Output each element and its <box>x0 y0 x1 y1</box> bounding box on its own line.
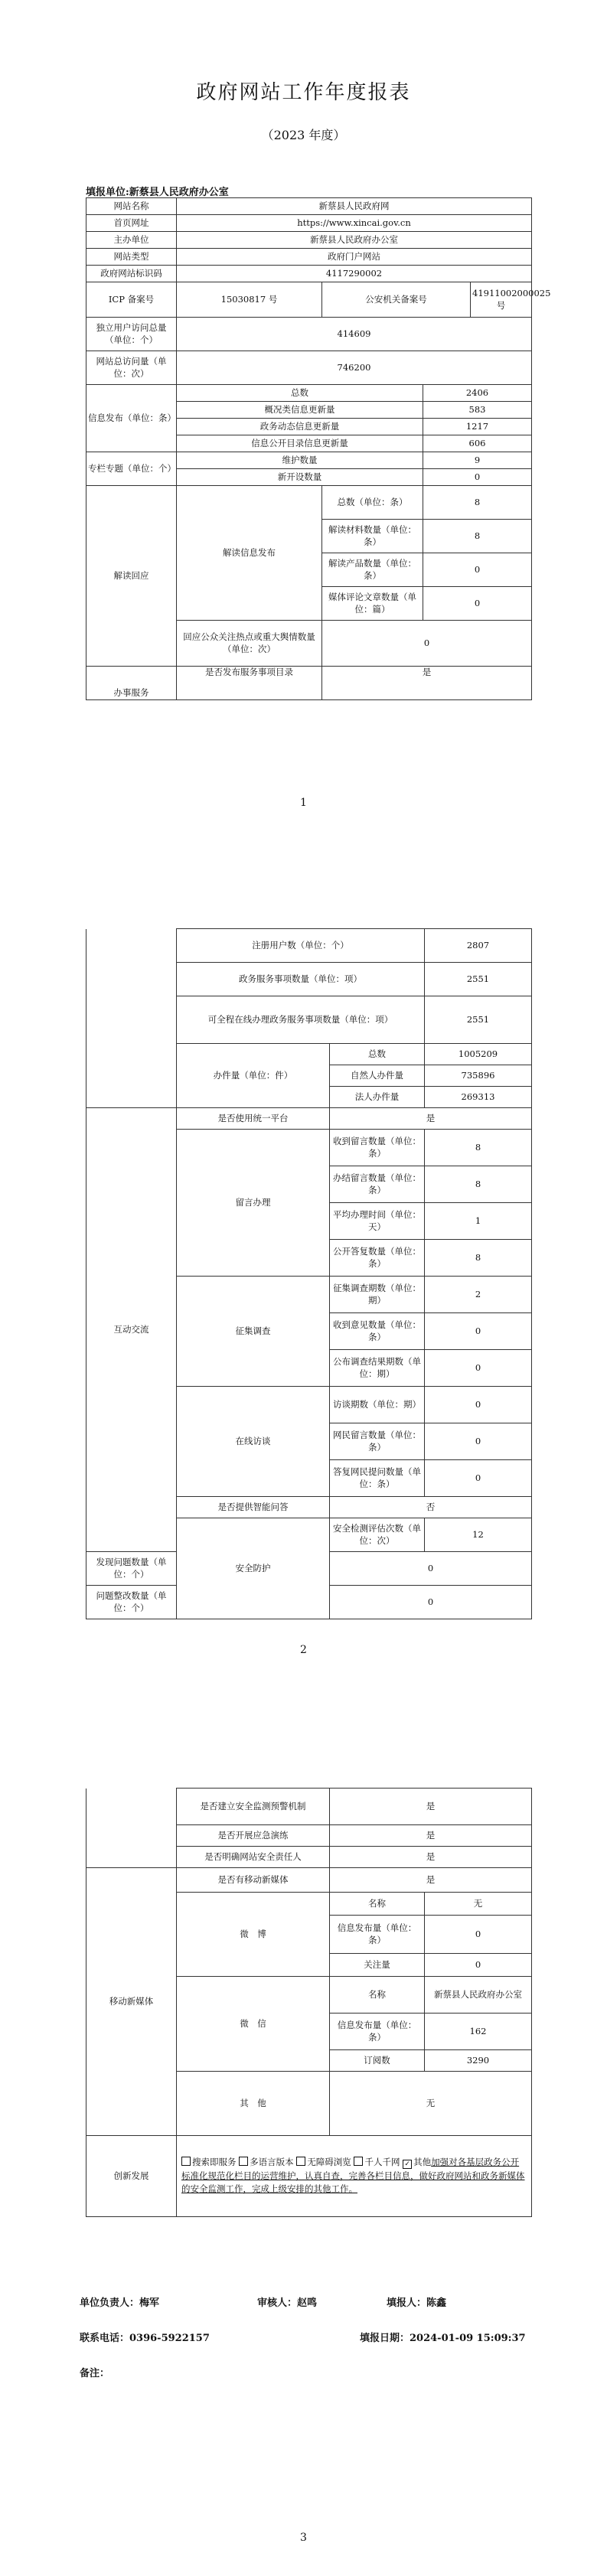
survey-count-value: 2 <box>425 1277 532 1313</box>
interp-release-label: 解读信息发布 <box>177 486 322 621</box>
info-dynamic-label: 政务动态信息更新量 <box>177 419 423 435</box>
interp-product-value: 0 <box>423 553 532 587</box>
interview-q-value: 0 <box>425 1423 532 1460</box>
police-label: 公安机关备案号 <box>322 282 471 318</box>
site-code-value: 4117290002 <box>177 266 532 282</box>
interview-a-label: 答复网民提问数量（单位：条） <box>330 1460 425 1497</box>
online-items-value: 2551 <box>425 996 532 1044</box>
weibo-posts-value: 0 <box>425 1916 532 1954</box>
has-media-label: 是否有移动新媒体 <box>177 1868 330 1893</box>
has-media-value: 是 <box>330 1868 532 1893</box>
opt-other-label: 其他 <box>413 2156 432 2167</box>
interp-label: 解读回应 <box>86 486 177 667</box>
msg-received-label: 收到留言数量（单位：条） <box>330 1130 425 1166</box>
interp-total-label: 总数（单位：条） <box>322 486 423 520</box>
column-new-value: 0 <box>423 469 532 486</box>
column-maintain-label: 维护数量 <box>177 452 423 469</box>
sec-check-label: 安全检测评估次数（单位：次） <box>330 1518 425 1552</box>
checkbox-search[interactable] <box>181 2157 191 2166</box>
security-continued-cell <box>86 1789 177 1868</box>
wechat-subs-label: 订阅数 <box>330 2050 425 2072</box>
info-open-value: 606 <box>423 435 532 452</box>
footer-note: 备注： <box>80 2368 110 2379</box>
sec-check-value: 12 <box>425 1518 532 1552</box>
service-items-value: 2551 <box>425 963 532 996</box>
checkbox-million[interactable] <box>354 2157 363 2166</box>
online-items-label: 可全程在线办理政务服务事项数量（单位：项） <box>177 996 425 1044</box>
monitor-label: 是否建立安全监测预警机制 <box>177 1789 330 1825</box>
msg-avg-label: 平均办理时间（单位：天） <box>330 1203 425 1240</box>
innov-label: 创新发展 <box>86 2136 177 2217</box>
service-items-label: 政务服务事项数量（单位：项） <box>177 963 425 996</box>
handled-natural-value: 735896 <box>425 1065 532 1087</box>
reporting-unit: 填报单位:新蔡县人民政府办公室 <box>86 187 229 198</box>
interp-media-label: 媒体评论文章数量（单位：篇） <box>322 587 423 621</box>
footer-filler: 填报人：陈鑫 <box>387 2297 447 2309</box>
interview-q-label: 网民留言数量（单位：条） <box>330 1423 425 1460</box>
info-overview-value: 583 <box>423 402 532 419</box>
weibo-follow-value: 0 <box>425 1954 532 1977</box>
msg-done-label: 办结留言数量（单位：条） <box>330 1166 425 1203</box>
sponsor-label: 主办单位 <box>86 232 177 249</box>
handled-total-value: 1005209 <box>425 1044 532 1065</box>
innov-description: 加强对各基层政务公开标准化规范化栏目的运营维护，认真自查，完善各栏目信息，做好政府网站和政务新媒体的安全监测工作，完成上级安排的其他工作。 <box>181 2156 525 2195</box>
msg-public-label: 公开答复数量（单位：条） <box>330 1240 425 1277</box>
service-label: 办事服务 <box>86 667 177 700</box>
weibo-label: 微 博 <box>177 1893 330 1977</box>
report-table-page3 <box>86 1788 532 2217</box>
other-media-label: 其 他 <box>177 2072 330 2136</box>
interp-total-value: 8 <box>423 486 532 520</box>
report-year: （2023 年度） <box>261 128 346 142</box>
interp-media-value: 0 <box>423 587 532 621</box>
sec-fixed-value: 0 <box>330 1586 532 1619</box>
site-name-value: 新蔡县人民政府网 <box>177 198 532 215</box>
footer-date: 填报日期：2024-01-09 15:09:37 <box>360 2333 526 2344</box>
unified-value: 是 <box>330 1108 532 1130</box>
handled-natural-label: 自然人办件量 <box>330 1065 425 1087</box>
opt-access-label: 无障碍浏览 <box>307 2156 351 2167</box>
page-number-3: 3 <box>300 2532 307 2544</box>
interp-hot-value: 0 <box>322 621 532 667</box>
info-dynamic-value: 1217 <box>423 419 532 435</box>
service-catalog-value: 是 <box>322 667 532 700</box>
smart-qa-value: 否 <box>330 1497 532 1518</box>
footer-phone: 联系电话：0396-5922157 <box>80 2333 210 2344</box>
survey-label: 征集调查 <box>177 1277 330 1387</box>
weibo-follow-label: 关注量 <box>330 1954 425 1977</box>
interp-product-label: 解读产品数量（单位：条） <box>322 553 423 587</box>
report-table-page1 <box>86 197 551 700</box>
interview-count-value: 0 <box>425 1387 532 1423</box>
responsible-label: 是否明确网站安全责任人 <box>177 1847 330 1868</box>
monitor-value: 是 <box>330 1789 532 1825</box>
interview-label: 在线访谈 <box>177 1387 330 1497</box>
wechat-posts-label: 信息发布量（单位：条） <box>330 2014 425 2050</box>
handled-legal-value: 269313 <box>425 1087 532 1108</box>
reg-users-value: 2807 <box>425 929 532 963</box>
weibo-name-label: 名称 <box>330 1893 425 1916</box>
info-open-label: 信息公开目录信息更新量 <box>177 435 423 452</box>
msg-done-value: 8 <box>425 1166 532 1203</box>
service-continued-cell <box>86 929 177 1108</box>
checkbox-lang[interactable] <box>239 2157 248 2166</box>
info-release-label: 信息发布（单位：条） <box>86 385 177 452</box>
sec-issues-value: 0 <box>330 1552 532 1586</box>
weibo-posts-label: 信息发布量（单位：条） <box>330 1916 425 1954</box>
uv-value: 414609 <box>177 318 532 351</box>
homepage-value: https://www.xincai.gov.cn <box>177 215 532 232</box>
site-type-label: 网站类型 <box>86 249 177 266</box>
survey-result-label: 公布调查结果期数（单位：期） <box>330 1350 425 1387</box>
police-value: 41911002000025 号 <box>471 282 532 318</box>
wechat-posts-value: 162 <box>425 2014 532 2050</box>
wechat-name-label: 名称 <box>330 1977 425 2014</box>
other-media-value: 无 <box>330 2072 532 2136</box>
msg-avg-value: 1 <box>425 1203 532 1240</box>
opt-lang-label: 多语言版本 <box>250 2156 294 2167</box>
interact-label: 互动交流 <box>86 1108 177 1552</box>
interview-a-value: 0 <box>425 1460 532 1497</box>
page-number-1: 1 <box>300 797 307 809</box>
drill-value: 是 <box>330 1825 532 1847</box>
pv-value: 746200 <box>177 351 532 385</box>
wechat-name-value: 新蔡县人民政府办公室 <box>425 1977 532 2014</box>
wechat-label: 微 信 <box>177 1977 330 2072</box>
column-label: 专栏专题（单位：个） <box>86 452 177 486</box>
weibo-name-value: 无 <box>425 1893 532 1916</box>
media-label: 移动新媒体 <box>86 1868 177 2136</box>
opt-million-label: 千人千网 <box>364 2156 400 2167</box>
survey-count-label: 征集调查期数（单位：期） <box>330 1277 425 1313</box>
checkbox-access[interactable] <box>296 2157 305 2166</box>
innov-content <box>177 2136 532 2217</box>
page-number-2: 2 <box>300 1644 307 1656</box>
msg-public-value: 8 <box>425 1240 532 1277</box>
icp-label: ICP 备案号 <box>86 282 177 318</box>
wechat-subs-value: 3290 <box>425 2050 532 2072</box>
security-label: 安全防护 <box>177 1518 330 1619</box>
sponsor-value: 新蔡县人民政府办公室 <box>177 232 532 249</box>
icp-value: 15030817 号 <box>177 282 322 318</box>
msg-label: 留言办理 <box>177 1130 330 1277</box>
survey-opinion-label: 收到意见数量（单位：条） <box>330 1313 425 1350</box>
handled-total-label: 总数 <box>330 1044 425 1065</box>
drill-label: 是否开展应急演练 <box>177 1825 330 1847</box>
smart-qa-label: 是否提供智能问答 <box>177 1497 330 1518</box>
survey-opinion-value: 0 <box>425 1313 532 1350</box>
msg-received-value: 8 <box>425 1130 532 1166</box>
pv-label: 网站总访问量（单位：次） <box>86 351 177 385</box>
site-type-value: 政府门户网站 <box>177 249 532 266</box>
handled-legal-label: 法人办件量 <box>330 1087 425 1108</box>
reg-users-label: 注册用户数（单位：个） <box>177 929 425 963</box>
report-title: 政府网站工作年度报表 <box>196 81 411 104</box>
uv-label: 独立用户访问总量（单位：个） <box>86 318 177 351</box>
report-table-page2 <box>86 928 532 1619</box>
sec-fixed-label: 问题整改数量（单位：个） <box>86 1586 177 1619</box>
unified-label: 是否使用统一平台 <box>177 1108 330 1130</box>
column-maintain-value: 9 <box>423 452 532 469</box>
opt-search-label: 搜索即服务 <box>192 2156 237 2167</box>
responsible-value: 是 <box>330 1847 532 1868</box>
service-catalog-label: 是否发布服务事项目录 <box>177 667 322 700</box>
footer-head: 单位负责人：梅军 <box>80 2297 160 2309</box>
handled-label: 办件量（单位：件） <box>177 1044 330 1108</box>
sec-issues-label: 发现问题数量（单位：个） <box>86 1552 177 1586</box>
info-total-value: 2406 <box>423 385 532 402</box>
column-new-label: 新开设数量 <box>177 469 423 486</box>
interp-material-value: 8 <box>423 520 532 553</box>
info-total-label: 总数 <box>177 385 423 402</box>
info-overview-label: 概况类信息更新量 <box>177 402 423 419</box>
interp-hot-label: 回应公众关注热点或重大舆情数量（单位：次） <box>177 621 322 667</box>
site-name-label: 网站名称 <box>86 198 177 215</box>
homepage-label: 首页网址 <box>86 215 177 232</box>
interview-count-label: 访谈期数（单位：期） <box>330 1387 425 1423</box>
checkbox-other-checked[interactable]: ✓ <box>403 2160 412 2169</box>
interp-material-label: 解读材料数量（单位：条） <box>322 520 423 553</box>
survey-result-value: 0 <box>425 1350 532 1387</box>
site-code-label: 政府网站标识码 <box>86 266 177 282</box>
footer-reviewer: 审核人：赵鸣 <box>257 2297 318 2309</box>
